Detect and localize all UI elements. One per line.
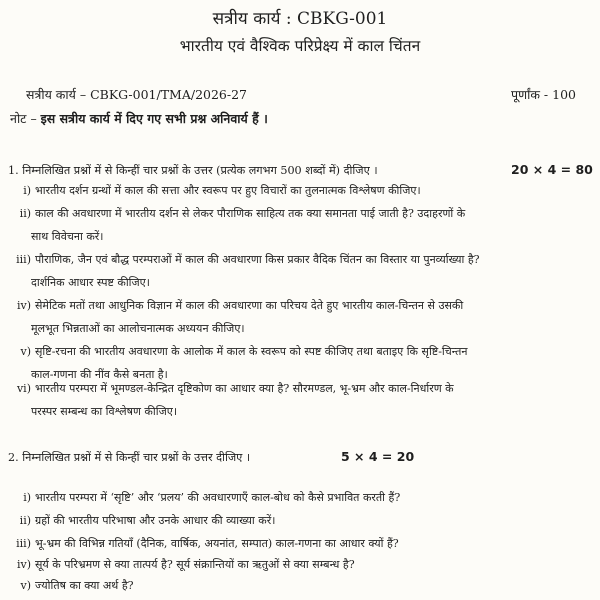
- question-text: ग्रहों की भारतीय परिभाषा और उनके आधार की व्याख्या करें।: [35, 514, 276, 527]
- s1-question-ii: [8, 202, 588, 225]
- question-number: i): [23, 184, 31, 197]
- question-text: भू-भ्रम की विभिन्न गतियाँ (दैनिक, वार्षिक, अयनांत, सम्पात) काल-गणना का आधार क्यों हैं?: [35, 537, 399, 550]
- question-text: काल की अवधारणा में भारतीय दर्शन से लेकर पौराणिक साहित्य तक क्या समानता पाई जाती है? उदाहरणों के: [35, 207, 466, 220]
- s2-question-iii: [8, 532, 588, 555]
- question-text: भारतीय दर्शन ग्रन्थों में काल की सत्ता और स्वरूप पर हुए विचारों का तुलनात्मक विश्लेषण कीजिए।: [35, 184, 421, 197]
- max-marks: पूर्णांक - 100: [510, 87, 576, 102]
- question-text: सृष्टि-रचना की भारतीय अवधारणा के आलोक में काल के स्वरूप को स्पष्ट कीजिए तथा बताइए कि सृष्टि-चिन्तन: [35, 345, 468, 358]
- note-text: इस सत्रीय कार्य में दिए गए सभी प्रश्न अनिवार्य हैं ।: [40, 111, 268, 126]
- question-number: v): [20, 579, 31, 592]
- section1-instruction: 1. निम्नलिखित प्रश्नों में से किन्हीं चार प्रश्नों के उत्तर (प्रत्येक लगभग 500 शब्दों में) दीजिए ।: [8, 164, 378, 177]
- question-text: पौराणिक, जैन एवं बौद्ध परम्पराओं में काल की अवधारणा किस प्रकार वैदिक चिंतन का विस्तार या पुनर्व्याख्या है?: [35, 253, 480, 266]
- question-number: i): [23, 491, 31, 504]
- s2-question-v: [8, 574, 588, 597]
- note-line: [10, 110, 268, 127]
- question-number: iv): [16, 558, 31, 571]
- question-text: सूर्य के परिभ्रमण से क्या तात्पर्य है? सूर्य संक्रान्तियों का ऋतुओं से क्या सम्बन्ध है?: [35, 558, 355, 571]
- s1-question-iii: [8, 248, 588, 271]
- question-text: सेमेटिक मतों तथा आधुनिक विज्ञान में काल की अवधारणा का परिचय देते हुए भारतीय काल-चिन्तन से उसकी: [35, 299, 464, 312]
- question-text-continued: परस्पर सम्बन्ध का विश्लेषण कीजिए।: [31, 405, 177, 418]
- question-number: iii): [16, 537, 31, 550]
- question-text-continued: दार्शनिक आधार स्पष्ट कीजिए।: [31, 276, 150, 289]
- question-text-continued: काल-गणना की नींव कैसे बनता है।: [31, 368, 168, 381]
- question-text: भारतीय परम्परा में भूमण्डल-केन्द्रित दृष्टिकोण का आधार क्या है? सौरमण्डल, भू-भ्रम और काल-निर्धारण के: [35, 382, 454, 395]
- question-number: vi): [16, 382, 31, 395]
- s1-question-i: [8, 179, 588, 202]
- s1-question-v: [8, 340, 588, 363]
- question-text-continued: साथ विवेचना करें।: [31, 230, 104, 243]
- assignment-title: सत्रीय कार्य : CBKG-001: [212, 9, 388, 29]
- section2-instruction: 2. निम्नलिखित प्रश्नों में से किन्हीं चार प्रश्नों के उत्तर दीजिए ।: [8, 451, 251, 464]
- s2-question-iv: [8, 553, 588, 576]
- section1-marks: 20 × 4 = 80: [511, 162, 593, 177]
- section2-marks: 5 × 4 = 20: [341, 449, 415, 464]
- question-number: iii): [16, 253, 31, 266]
- s1-question-vi: [8, 377, 588, 400]
- s2-question-i: [8, 486, 588, 509]
- note-prefix: नोट –: [10, 111, 41, 126]
- question-text: ज्योतिष का क्या अर्थ है?: [35, 579, 134, 592]
- question-number: ii): [19, 514, 31, 527]
- course-subtitle: भारतीय एवं वैश्विक परिप्रेक्ष्य में काल चिंतन: [179, 37, 421, 55]
- s2-question-ii: [8, 509, 588, 532]
- question-number: v): [20, 345, 31, 358]
- question-number: ii): [19, 207, 31, 220]
- question-text-continued: मूलभूत भिन्नताओं का आलोचनात्मक अध्ययन कीजिए।: [31, 322, 245, 335]
- assignment-code: सत्रीय कार्य – CBKG-001/TMA/2026-27: [26, 87, 248, 102]
- s1-question-iv: [8, 294, 588, 317]
- question-text: भारतीय परम्परा में ‘सृष्टि’ और ‘प्रलय’ की अवधारणाएँ काल-बोध को कैसे प्रभावित करती हैं?: [35, 491, 401, 504]
- question-number: iv): [16, 299, 31, 312]
